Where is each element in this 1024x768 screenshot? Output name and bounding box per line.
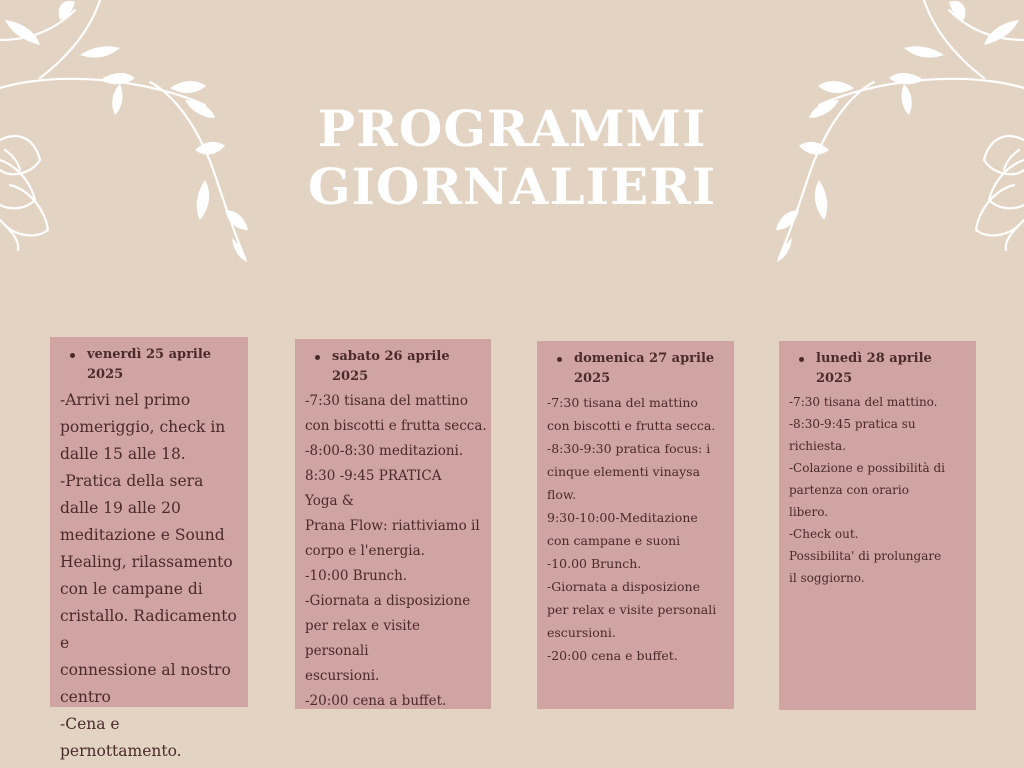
schedule-line: meditazione e Sound [60,526,225,544]
schedule-line: con biscotti e frutta secca. [547,418,716,433]
schedule-line: cristallo. Radicamento e [60,607,242,652]
schedule-line: -Giornata a disposizione [305,593,471,609]
schedule-line: -8:30-9:45 pratica su [789,417,916,431]
schedule-line: dalle 19 alle 20 [60,499,181,517]
day-heading-text: lunedì 28 aprile 2025 [816,351,932,386]
schedule-line: richiesta. [789,439,846,453]
schedule-line: il soggiorno. [789,571,865,585]
schedule-line: per relax e visite personali [547,602,717,617]
schedule-line: partenza con orario [789,483,909,497]
schedule-line: -7:30 tisana del mattino [547,395,698,410]
day-card-sunday [537,341,734,709]
schedule-line: pomeriggio, check in [60,418,226,436]
bullet-icon [799,357,804,362]
schedule-line: 8:30 -9:45 PRATICA [305,468,442,484]
schedule-line: centro [60,688,111,706]
day-heading-text: sabato 26 aprile 2025 [332,349,450,384]
day-heading [547,349,730,389]
schedule-line: corpo e l'energia. [305,543,425,559]
day-schedule [60,387,244,765]
page-title-line-1: PROGRAMMI [317,99,707,158]
schedule-line: -8:30-9:30 pratica focus: i [547,441,711,456]
schedule-line: -10:00 Brunch. [305,568,408,584]
day-heading-text: venerdì 25 aprile 2025 [87,347,212,382]
schedule-line: -8:00-8:30 meditazioni. [305,443,464,459]
schedule-line: con campane e suoni [547,533,681,548]
day-card-saturday [295,339,491,709]
schedule-line: libero. [789,505,829,519]
day-heading [60,345,244,385]
schedule-line: escursioni. [305,668,380,684]
page-title [0,100,1024,216]
schedule-line: -10.00 Brunch. [547,556,642,571]
schedule-line: Prana Flow: riattiviamo il [305,518,480,534]
schedule-line: 9:30-10:00-Meditazione [547,510,698,525]
schedule-line: con le campane di [60,580,203,598]
schedule-line: -Colazione e possibilità di [789,461,945,475]
schedule-line: cinque elementi vinaysa [547,464,701,479]
day-heading [305,347,487,387]
bullet-icon [315,355,320,360]
day-schedule [789,391,972,589]
day-heading-text: domenica 27 aprile 2025 [574,351,715,386]
day-card-monday [779,341,976,710]
page-title-line-2: GIORNALIERI [307,157,717,216]
bullet-icon [557,357,562,362]
schedule-line: -Cena e pernottamento. [60,715,182,760]
day-schedule [305,389,487,714]
schedule-line: -Check out. [789,527,859,541]
schedule-line: -Arrivi nel primo [60,391,191,409]
schedule-line: escursioni. [547,625,616,640]
schedule-line: con biscotti e frutta secca. [305,418,487,434]
schedule-line: -20:00 cena e buffet. [547,648,678,663]
schedule-line: flow. [547,487,577,502]
schedule-line: Yoga & [305,493,354,509]
schedule-line: dalle 15 alle 18. [60,445,186,463]
schedule-line: Healing, rilassamento [60,553,233,571]
schedule-line: per relax e visite personali [305,618,425,659]
schedule-line: -Giornata a disposizione [547,579,700,594]
schedule-line: -7:30 tisana del mattino. [789,395,938,409]
day-card-friday [50,337,248,760]
day-heading [789,349,972,389]
bullet-icon [70,353,75,358]
day-schedule [547,391,730,667]
schedule-line: -7:30 tisana del mattino [305,393,469,409]
schedule-line: Possibilita' di prolungare [789,549,942,563]
schedule-line: connessione al nostro [60,661,231,679]
schedule-line: -Pratica della sera [60,472,204,490]
schedule-line: -20:00 cena a buffet. [305,693,447,709]
